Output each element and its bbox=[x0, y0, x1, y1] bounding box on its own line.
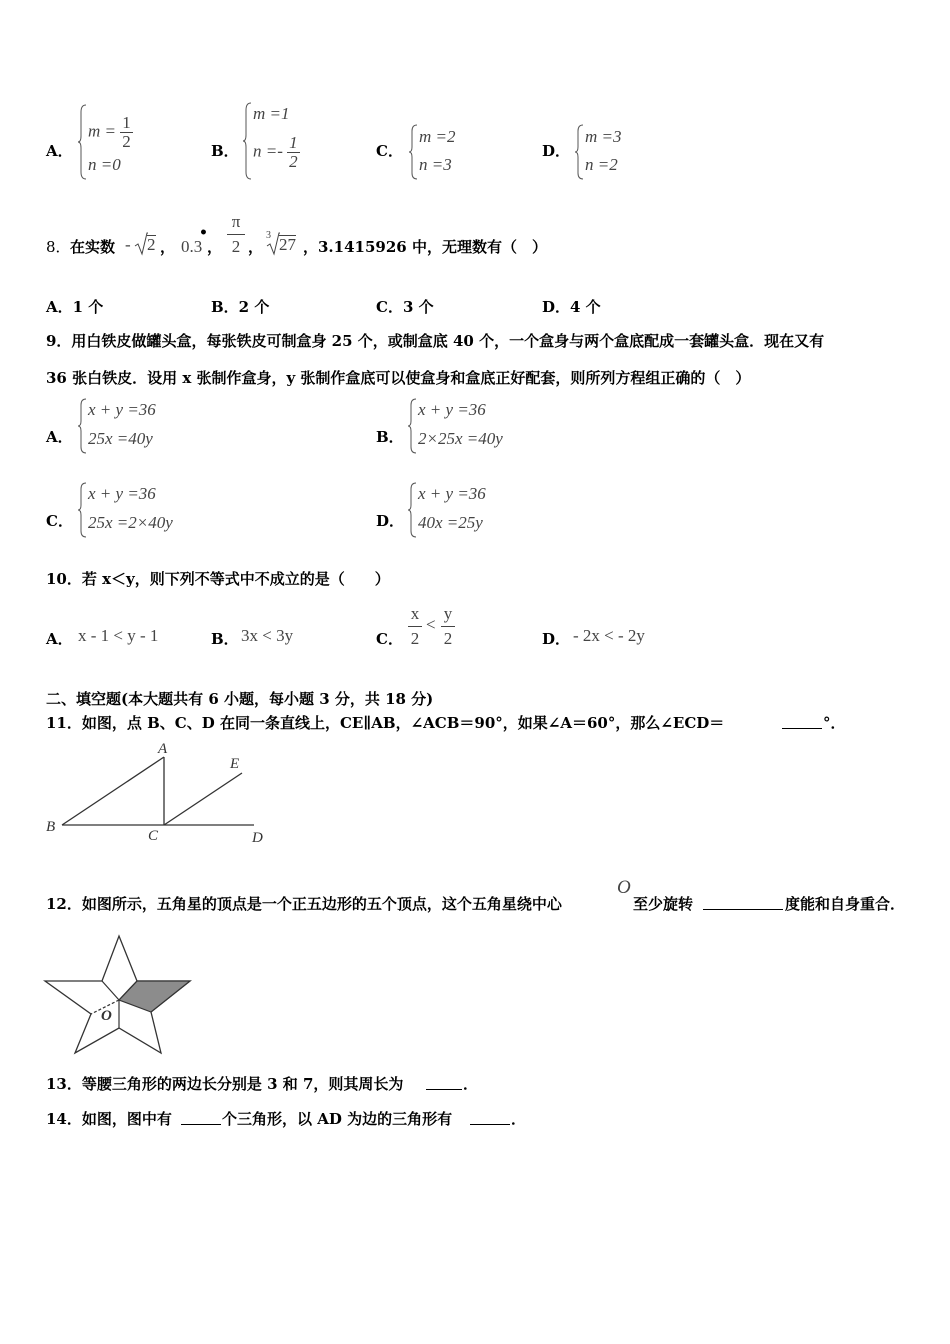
q7-a-line2: n =0 bbox=[88, 155, 121, 174]
q9-stem-line2: 36 张白铁皮．设用 x 张制作盒身，y 张制作盒底可以使盒身和盒底正好配套，则所列方程组正确的（ ） bbox=[46, 369, 751, 387]
q7-a-line1-den: 2 bbox=[122, 132, 131, 151]
q9-option-d-system bbox=[408, 482, 548, 540]
q10-option-d-expr: - 2x < - 2y bbox=[573, 626, 645, 645]
star-inner-line-1 bbox=[102, 981, 119, 1000]
cube-root-radical-icon bbox=[266, 232, 280, 256]
section-2-heading: 二、填空题(本大题共有 6 小题，每小题 3 分，共 18 分) bbox=[46, 690, 434, 708]
q12-center-o: O bbox=[617, 877, 631, 898]
q10-c-den1: 2 bbox=[410, 629, 420, 648]
q8-option-a: A．1 个 bbox=[46, 298, 104, 316]
q13-text-a: 13．等腰三角形的两边长分别是 3 和 7，则其周长为 bbox=[46, 1075, 404, 1093]
q10-option-b-label: B． bbox=[211, 630, 239, 648]
q14-answer-blank-1[interactable] bbox=[181, 1124, 221, 1125]
q9-option-b-label: B． bbox=[376, 428, 404, 446]
q14-text-b: 个三角形，以 AD 为边的三角形有 bbox=[222, 1110, 453, 1128]
q7-option-a-system bbox=[78, 104, 188, 182]
q9-a-line2: 25x =40y bbox=[88, 429, 153, 448]
q14-text-c: ． bbox=[511, 1110, 527, 1128]
brace-icon bbox=[243, 102, 253, 180]
q7-option-d-label: D． bbox=[542, 142, 571, 160]
q14-answer-blank-2[interactable] bbox=[470, 1124, 510, 1125]
line-ba bbox=[62, 757, 164, 825]
q10-c-num2: y bbox=[443, 604, 453, 623]
q8-sep-3: ， bbox=[248, 238, 264, 256]
label-b: B bbox=[46, 819, 56, 835]
q7-c-line2: n =3 bbox=[419, 155, 452, 174]
label-d: D bbox=[252, 830, 263, 846]
q8-text-prefix: 在实数 bbox=[70, 238, 116, 256]
q10-option-c-label: C． bbox=[376, 630, 403, 648]
q10-c-den2: 2 bbox=[443, 629, 453, 648]
q8-sep-2: ， bbox=[207, 238, 223, 256]
q8-option-b: B．2 个 bbox=[211, 298, 270, 316]
q7-b-line2-den: 2 bbox=[289, 152, 298, 171]
q8-neg-sign: - bbox=[125, 235, 131, 254]
q8-option-d: D．4 个 bbox=[542, 298, 601, 316]
q9-c-line2: 25x =2×40y bbox=[88, 513, 173, 532]
q12-star-figure bbox=[40, 932, 200, 1062]
q7-b-line2-left: n =- bbox=[253, 141, 283, 161]
q7-c-line1: m =2 bbox=[419, 127, 456, 146]
fraction-bar bbox=[441, 626, 455, 627]
q9-b-line1: x + y =36 bbox=[418, 400, 486, 419]
q9-a-line1: x + y =36 bbox=[88, 400, 156, 419]
q13-text-b: ． bbox=[463, 1075, 479, 1093]
q10-stem: 10．若 x＜y，则下列不等式中不成立的是（ ） bbox=[46, 570, 390, 588]
q13-answer-blank[interactable] bbox=[426, 1089, 462, 1090]
q7-option-a-label: A． bbox=[46, 142, 73, 160]
q11-text-a: 11．如图，点 B、C、D 在同一条直线上，CE∥AB，∠ACB＝90°，如果∠A＝60°，那么∠ECD＝ bbox=[46, 714, 725, 732]
q10-c-num1: x bbox=[410, 604, 420, 623]
q9-b-line2: 2×25x =40y bbox=[418, 429, 503, 448]
brace-icon bbox=[408, 482, 418, 538]
q8-repeating: 0.3 bbox=[181, 237, 203, 256]
q7-a-line1-left: m = bbox=[88, 121, 116, 141]
q7-option-c-system bbox=[409, 124, 509, 182]
q10-option-b-expr: 3x < 3y bbox=[241, 626, 294, 645]
q8-text-suffix: ，3.1415926 中，无理数有（ ） bbox=[303, 238, 547, 256]
q11-text-b: °． bbox=[823, 714, 846, 732]
q11-figure bbox=[40, 738, 280, 848]
q8-pi-num: π bbox=[231, 212, 241, 231]
q9-stem-line1: 9．用白铁皮做罐头盒，每张铁皮可制盒身 25 个，或制盒底 40 个，一个盒身与两个盒底配成一套罐头盒．现在又有 bbox=[46, 332, 825, 350]
q12-answer-blank[interactable] bbox=[703, 909, 783, 910]
q9-option-a-label: A． bbox=[46, 428, 73, 446]
label-e: E bbox=[230, 756, 240, 772]
q8-pi-den: 2 bbox=[231, 237, 241, 256]
label-o: O bbox=[101, 1008, 112, 1024]
q9-option-d-label: D． bbox=[376, 512, 405, 530]
q10-c-lt: < bbox=[426, 615, 436, 634]
q7-option-b-label: B． bbox=[211, 142, 239, 160]
shaded-kite bbox=[119, 981, 190, 1012]
q7-d-line2: n =2 bbox=[585, 155, 618, 174]
q11-answer-blank[interactable] bbox=[782, 728, 822, 729]
brace-icon bbox=[409, 124, 419, 180]
q7-option-c-label: C． bbox=[376, 142, 403, 160]
q12-text-a: 12．如图所示，五角星的顶点是一个正五边形的五个顶点，这个五角星绕中心 bbox=[46, 895, 562, 913]
q10-option-a-label: A． bbox=[46, 630, 73, 648]
fraction-bar bbox=[408, 626, 422, 627]
q12-text-c: 度能和自身重合． bbox=[785, 895, 906, 913]
q7-d-line1: m =3 bbox=[585, 127, 622, 146]
brace-icon bbox=[408, 398, 418, 454]
q8-number: 8． bbox=[46, 238, 71, 256]
q7-option-b-system bbox=[243, 102, 363, 182]
q10-option-a-expr: x - 1 < y - 1 bbox=[78, 626, 159, 645]
brace-icon bbox=[575, 124, 585, 180]
q14-text-a: 14．如图，图中有 bbox=[46, 1110, 172, 1128]
q9-c-line1: x + y =36 bbox=[88, 484, 156, 503]
sqrt-radical-icon bbox=[134, 232, 148, 256]
q10-option-d-label: D． bbox=[542, 630, 571, 648]
q9-d-line1: x + y =36 bbox=[418, 484, 486, 503]
brace-icon bbox=[78, 482, 88, 538]
q9-option-a-system bbox=[78, 398, 218, 456]
q7-option-d-system bbox=[575, 124, 675, 182]
q9-d-line2: 40x =25y bbox=[418, 513, 483, 532]
q7-a-line1-num: 1 bbox=[122, 113, 131, 132]
q9-option-c-system bbox=[78, 482, 238, 540]
q9-option-c-label: C． bbox=[46, 512, 73, 530]
q8-cube-index: 3 bbox=[266, 230, 271, 241]
q8-option-c: C．3 个 bbox=[376, 298, 434, 316]
label-a: A bbox=[158, 741, 168, 757]
q7-b-line2-num: 1 bbox=[289, 133, 298, 152]
q7-b-line1: m =1 bbox=[253, 104, 290, 123]
q8-sqrt-arg: 2 bbox=[147, 235, 156, 254]
q8-sep-1: ， bbox=[160, 238, 176, 256]
q9-option-b-system bbox=[408, 398, 568, 456]
label-c: C bbox=[148, 828, 159, 844]
q8-cube-arg: 27 bbox=[279, 235, 296, 254]
q12-text-b: 至少旋转 bbox=[633, 895, 694, 913]
line-ce bbox=[164, 773, 242, 825]
fraction-bar bbox=[227, 234, 245, 235]
brace-icon bbox=[78, 104, 88, 180]
brace-icon bbox=[78, 398, 88, 454]
repeat-dot-icon: • bbox=[199, 225, 208, 241]
